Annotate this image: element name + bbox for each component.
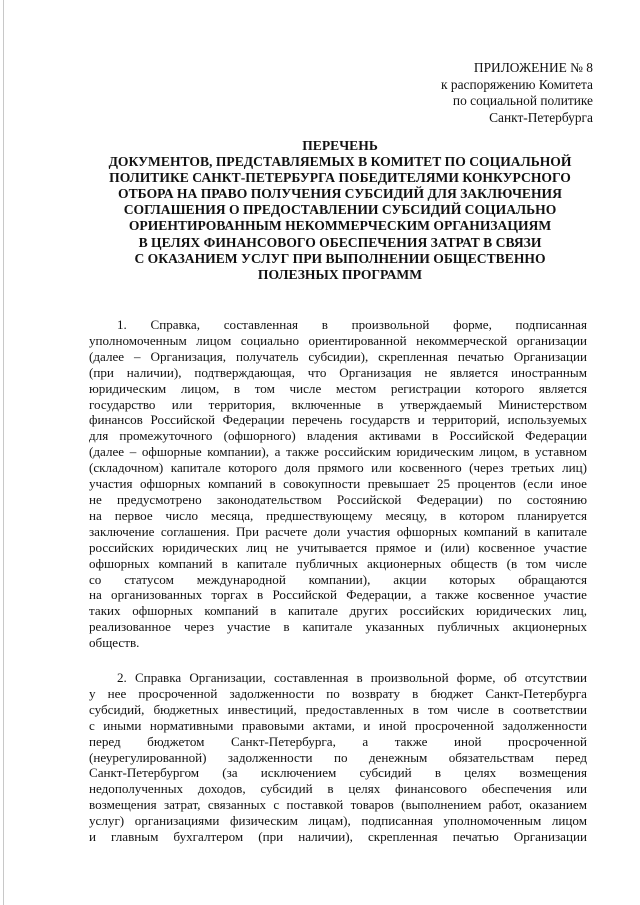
paragraph-line: с иными нормативными правовыми актами, и иной просроченной задолженности <box>89 717 587 733</box>
paragraph-line: государство или территория, включенные в утверждаемый Министерством <box>89 396 587 412</box>
title-line: С ОКАЗАНИЕМ УСЛУГ ПРИ ВЫПОЛНЕНИИ ОБЩЕСТВЕННО <box>134 250 546 266</box>
paragraph-line: у нее просроченной задолженности по возврату в бюджет Санкт-Петербурга <box>89 685 587 701</box>
paragraph-line: не предусмотрено законодательством Российской Федерации) по состоянию <box>89 491 587 507</box>
title-line: ПОЛЕЗНЫХ ПРОГРАММ <box>257 266 423 282</box>
paragraph-line: перед бюджетом Санкт-Петербурга, а также иной просроченной <box>89 733 587 749</box>
title-line: В ЦЕЛЯХ ФИНАНСОВОГО ОБЕСПЕЧЕНИЯ ЗАТРАТ В СВЯЗИ <box>138 234 542 250</box>
paragraph-line: 2. Справка Организации, составленная в произвольной форме, об отсутствии <box>117 670 587 685</box>
paragraph-line: субсидий, бюджетных инвестиций, предоставленных в том числе в соответствии <box>89 701 587 717</box>
paragraph-2 <box>89 670 587 845</box>
paragraph-line: заключение соглашения. При расчете доли участия офшорных компаний в капитале <box>89 523 587 539</box>
paragraph-line: 1. Справка, составленная в произвольной форме, подписанная <box>117 317 587 332</box>
paragraph-line: офшорных компаний в капитале публичных акционерных обществ (в том числе <box>89 555 587 571</box>
title-line: ОТБОРА НА ПРАВО ПОЛУЧЕНИЯ СУБСИДИЙ ДЛЯ ЗАКЛЮЧЕНИЯ <box>118 186 562 202</box>
appendix-number: ПРИЛОЖЕНИЕ № 8 <box>473 60 593 75</box>
paragraph-line: юридическим лицом, в том числе местом регистрации которого является <box>89 380 587 396</box>
paragraph-line: на организованных торгах в Российской Федерации, а также косвенное участие <box>89 587 587 603</box>
title-line: ДОКУМЕНТОВ, ПРЕДСТАВЛЯЕМЫХ В КОМИТЕТ ПО СОЦИАЛЬНОЙ <box>108 154 572 170</box>
appendix-header <box>441 60 593 126</box>
title-line: ОРИЕНТИРОВАННЫМ НЕКОММЕРЧЕСКИМ ОРГАНИЗАЦИЯМ <box>128 218 552 234</box>
paragraph-line: Санкт-Петербургом (за исключением субсидий в целях возмещения <box>89 765 587 781</box>
appendix-line: Санкт-Петербурга <box>489 109 593 125</box>
paragraph-line: услуг) организациями физическим лицам), подписанная уполномоченным лицом <box>89 813 587 829</box>
paragraph-line: (неурегулированной) задолженности по денежным обязательствам перед <box>89 749 587 765</box>
title-heading: ПЕРЕЧЕНЬ <box>302 138 378 153</box>
paragraph-line: участия офшорных компаний в совокупности превышает 25 процентов (если иное <box>89 476 587 492</box>
document-title <box>96 138 584 283</box>
paragraph-line: (далее – офшорные компании), а также российским юридическим лицом, в уставном <box>89 444 587 460</box>
paragraph-line: (при наличии), подтверждающая, что Организация не является иностранным <box>89 364 587 380</box>
appendix-line: к распоряжению Комитета <box>441 76 593 92</box>
paragraph-line: и главным бухгалтером (при наличии), скрепленная печатью Организации <box>89 829 587 845</box>
paragraph-line: таких офшорных компаний в капитале других российских юридических лиц, <box>89 603 587 619</box>
title-line: ПОЛИТИКЕ САНКТ-ПЕТЕРБУРГА ПОБЕДИТЕЛЯМИ КОНКУРСНОГО <box>109 170 571 186</box>
paragraph-line: российских юридических лиц не учитывается прямое и (или) косвенное участие <box>89 539 587 555</box>
paragraph-line: возмещения затрат, связанных с поставкой товаров (выполнением работ, оказанием <box>89 797 587 813</box>
page-edge-line <box>3 0 4 905</box>
paragraph-line: обществ. <box>89 635 140 651</box>
paragraph-line: для промежуточного (офшорного) владения активами в Российской Федерации <box>89 428 587 444</box>
paragraph-line: (складочном) капитале которого доля прямого или косвенного (через третьих лиц) <box>89 460 587 476</box>
paragraph-line: недополученных доходов, субсидий в целях финансового обеспечения или <box>89 781 587 797</box>
paragraph-line: (далее – Организация, получатель субсидии), скрепленная печатью Организации <box>89 348 587 364</box>
paragraph-1 <box>89 317 587 651</box>
paragraph-line: уполномоченным лицом социально ориентированной некоммерческой организации <box>89 332 587 348</box>
paragraph-line: со статусом международной компании), акции которых обращаются <box>89 571 587 587</box>
title-line: СОГЛАШЕНИЯ О ПРЕДОСТАВЛЕНИИ СУБСИДИЙ СОЦИАЛЬНО <box>123 202 557 218</box>
paragraph-line: финансов Российской Федерации перечень государств и территорий, используемых <box>89 412 587 428</box>
paragraph-line: на первое число месяца, предшествующему месяцу, в котором планируется <box>89 507 587 523</box>
paragraph-line: реализованное через участие в капитале указанных публичных акционерных <box>89 619 587 635</box>
appendix-line: по социальной политике <box>452 93 593 108</box>
